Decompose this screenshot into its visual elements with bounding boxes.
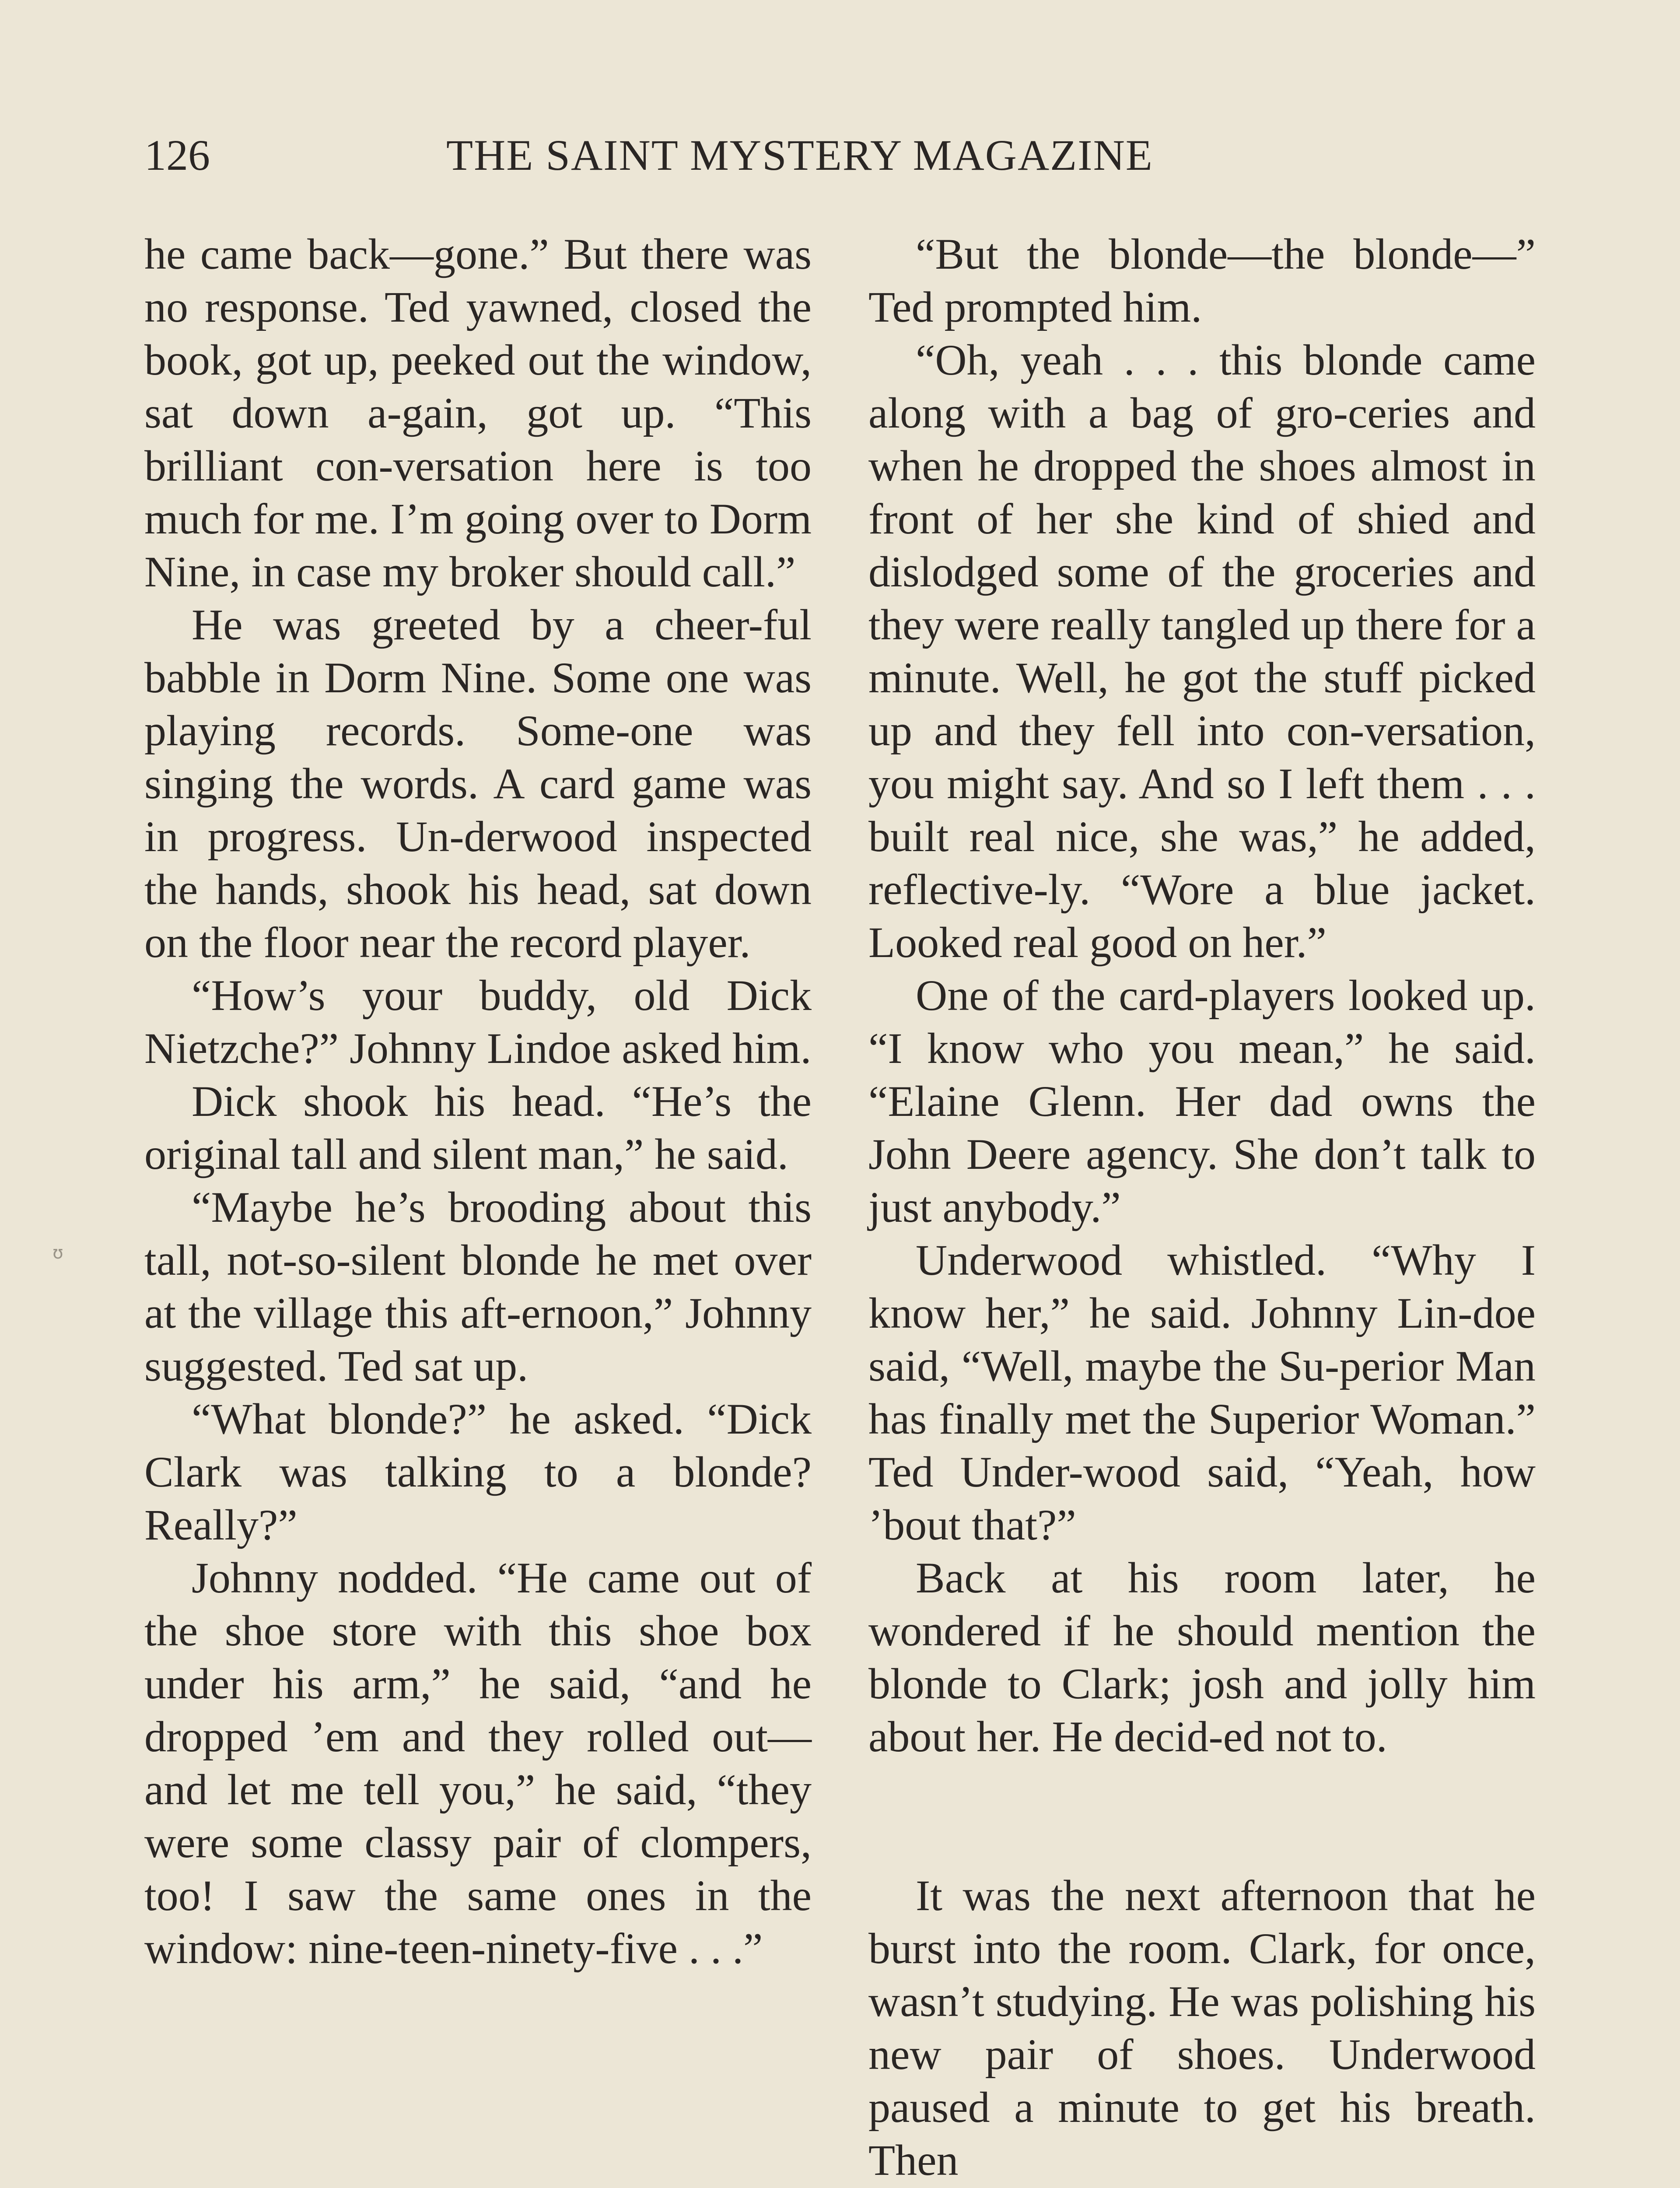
paragraph: “What blonde?” he asked. “Dick Clark was talking to a blonde? Really?” bbox=[144, 1395, 812, 1549]
paragraph: Back at his room later, he wondered if he should mention the blonde to Clark; josh and jolly him about her. He decid-ed not to. bbox=[868, 1553, 1536, 1761]
paragraph: Underwood whistled. “Why I know her,” he said. Johnny Lin-doe said, “Well, maybe the Su-perior Man has finally met the Superior Woman.” Ted Under-wood said, “Yeah, how ’bout that?” bbox=[868, 1236, 1536, 1549]
margin-smudge: ʊ bbox=[52, 1243, 63, 1263]
paragraph: “But the blonde—the blonde—” Ted prompted him. bbox=[868, 230, 1536, 331]
paragraph: “How’s your buddy, old Dick Nietzche?” Johnny Lindoe asked him. bbox=[144, 971, 812, 1073]
paragraph: he came back—gone.” But there was no response. Ted yawned, closed the book, got up, peeked out the window, sat down a-gain, got up. “This brilliant con-versation here is too much for me. I’m going over to Dorm Nine, in case my broker should call.” bbox=[144, 230, 812, 596]
page-header bbox=[144, 125, 1229, 186]
running-title: THE SAINT MYSTERY MAGAZINE bbox=[446, 131, 1153, 179]
paragraph: One of the card-players looked up. “I know who you mean,” he said. “Elaine Glenn. Her dad owns the John Deere agency. She don’t talk to just anybody.” bbox=[868, 971, 1536, 1231]
paragraph: Johnny nodded. “He came out of the shoe store with this shoe box under his arm,” he said, “and he dropped ’em and they rolled out—and let me tell you,” he said, “they were some classy pair of clompers, too! I saw the same ones in the window: nine-teen-ninety-five . . .” bbox=[144, 1553, 812, 1973]
left-column bbox=[144, 228, 812, 1975]
paragraph: “Maybe he’s brooding about this tall, not-so-silent blonde he met over at the village this aft-ernoon,” Johnny suggested. Ted sat up. bbox=[144, 1183, 812, 1390]
paragraph: Dick shook his head. “He’s the original tall and silent man,” he said. bbox=[144, 1077, 812, 1178]
right-column bbox=[868, 228, 1536, 2187]
paragraph: He was greeted by a cheer-ful babble in Dorm Nine. Some one was playing records. Some-one was singing the words. A card game was in progress. Un-derwood inspected the hands, shook his head, sat down on the floor near the record player. bbox=[144, 600, 812, 967]
page-number: 126 bbox=[144, 131, 210, 179]
paragraph: It was the next afternoon that he burst into the room. Clark, for once, wasn’t studying. He was polishing his new pair of shoes. Underwood paused a minute to get his breath. Then bbox=[868, 1871, 1536, 2184]
paragraph: “Oh, yeah . . . this blonde came along with a bag of gro-ceries and when he dropped the shoes almost in front of her she kind of shied and dislodged some of the groceries and they were really tangled up there for a minute. Well, he got the stuff picked up and they fell into con-versation, you might say. And so I left them . . . built real nice, she was,” he added, reflective-ly. “Wore a blue jacket. Looked real good on her.” bbox=[868, 336, 1536, 967]
